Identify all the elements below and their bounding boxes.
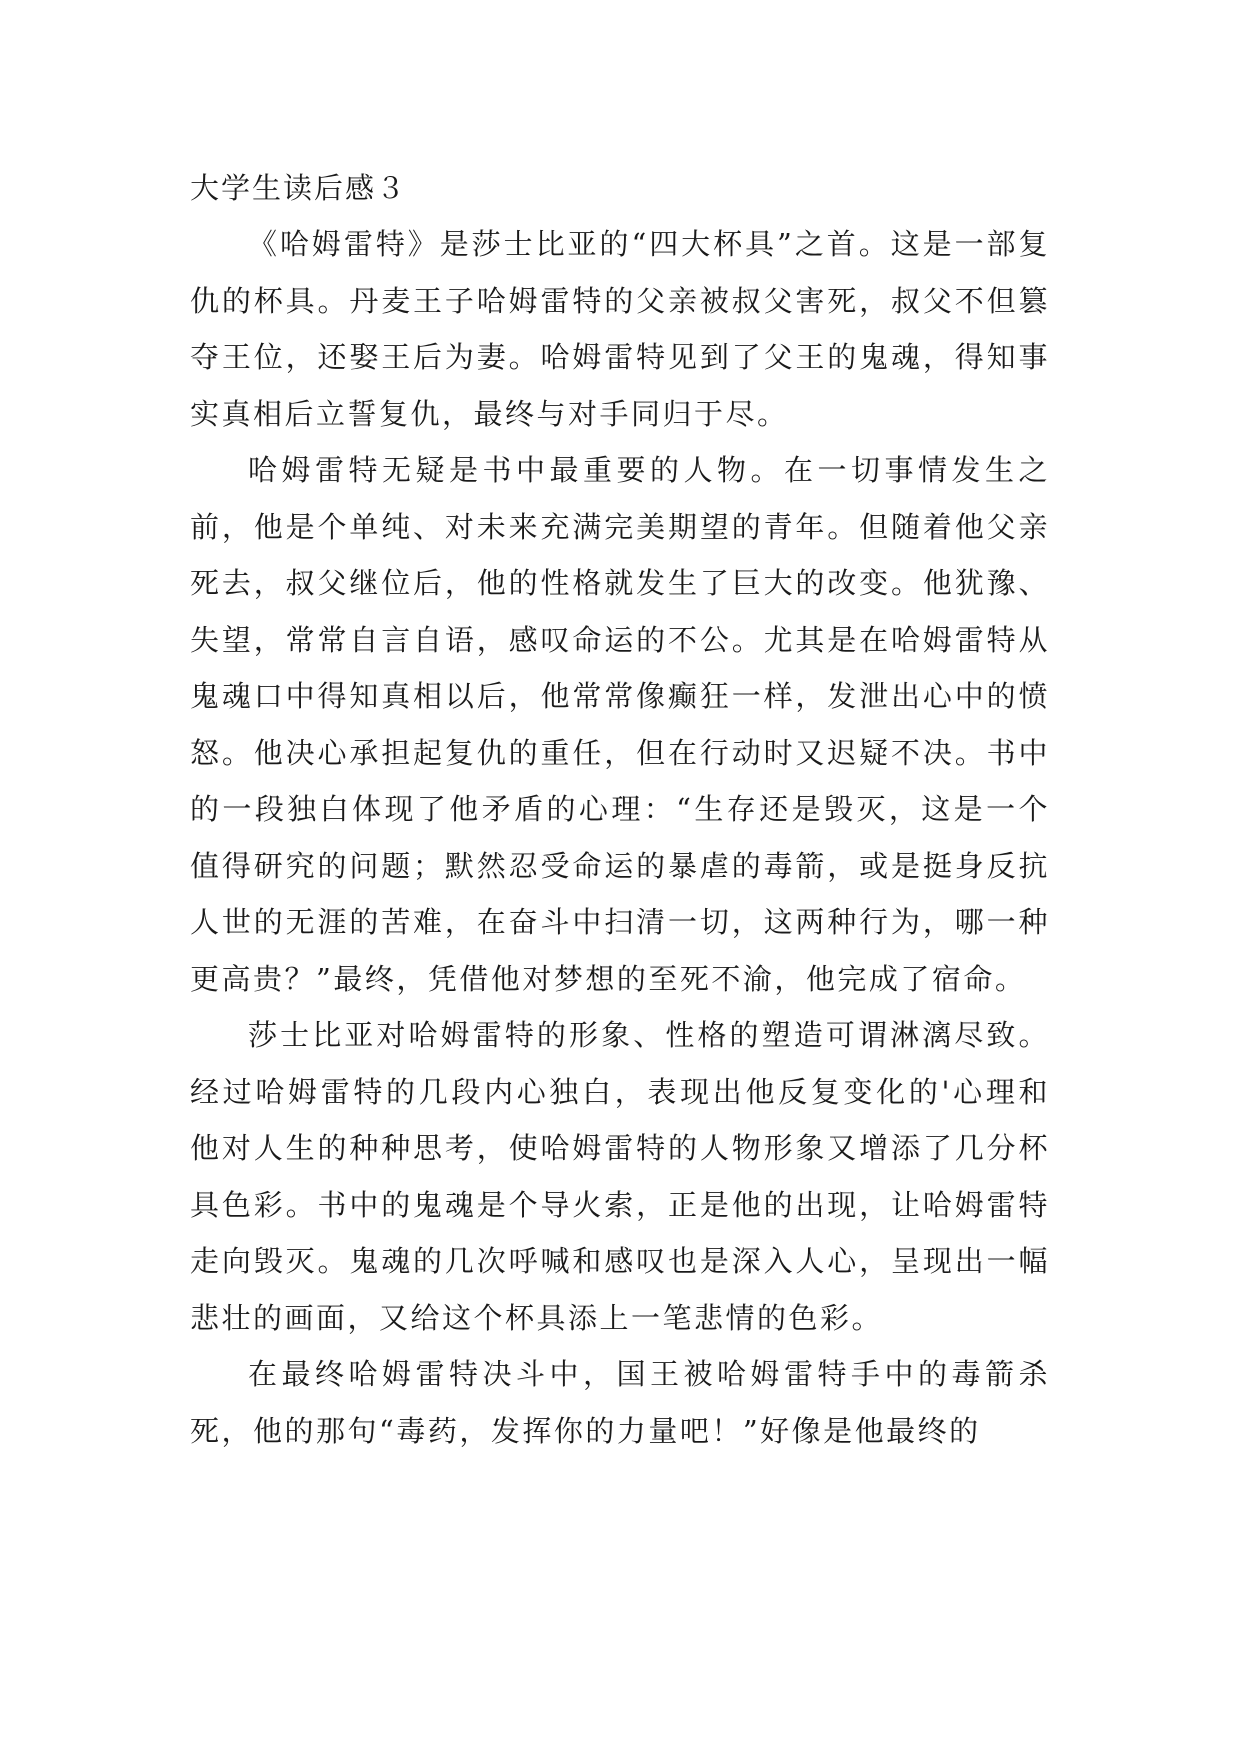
paragraph-3: 莎士比亚对哈姆雷特的形象、性格的塑造可谓淋漓尽致。经过哈姆雷特的几段内心独白，表现出他反复变化的'心理和他对人生的种种思考，使哈姆雷特的人物形象又增添了几分杯具色彩。书中的鬼魂是个导火索，正是他的出现，让哈姆雷特走向毁灭。鬼魂的几次呼喊和感叹也是深入人心，呈现出一幅悲壮的画面，又给这个杯具添上一笔悲情的色彩。 [190, 1018, 1050, 1335]
document-body [190, 216, 1050, 1459]
document-title: 大学生读后感３ [190, 171, 408, 205]
paragraph-4: 在最终哈姆雷特决斗中，国王被哈姆雷特手中的毒箭杀死，他的那句“毒药，发挥你的力量吧！”好像是他最终的 [190, 1357, 1050, 1448]
paragraph-2: 哈姆雷特无疑是书中最重要的人物。在一切事情发生之前，他是个单纯、对未来充满完美期望的青年。但随着他父亲死去，叔父继位后，他的性格就发生了巨大的改变。他犹豫、失望，常常自言自语，感叹命运的不公。尤其是在哈姆雷特从鬼魂口中得知真相以后，他常常像癫狂一样，发泄出心中的愤怒。他决心承担起复仇的重任，但在行动时又迟疑不决。书中的一段独白体现了他矛盾的心理：“生存还是毁灭，这是一个值得研究的问题；默然忍受命运的暴虐的毒箭，或是挺身反抗人世的无涯的苦难，在奋斗中扫清一切，这两种行为，哪一种更高贵？”最终，凭借他对梦想的至死不渝，他完成了宿命。 [190, 453, 1050, 996]
paragraph-1: 《哈姆雷特》是莎士比亚的“四大杯具”之首。这是一部复仇的杯具。丹麦王子哈姆雷特的父亲被叔父害死，叔父不但篡夺王位，还娶王后为妻。哈姆雷特见到了父王的鬼魂，得知事实真相后立誓复仇，最终与对手同归于尽。 [190, 227, 1050, 431]
